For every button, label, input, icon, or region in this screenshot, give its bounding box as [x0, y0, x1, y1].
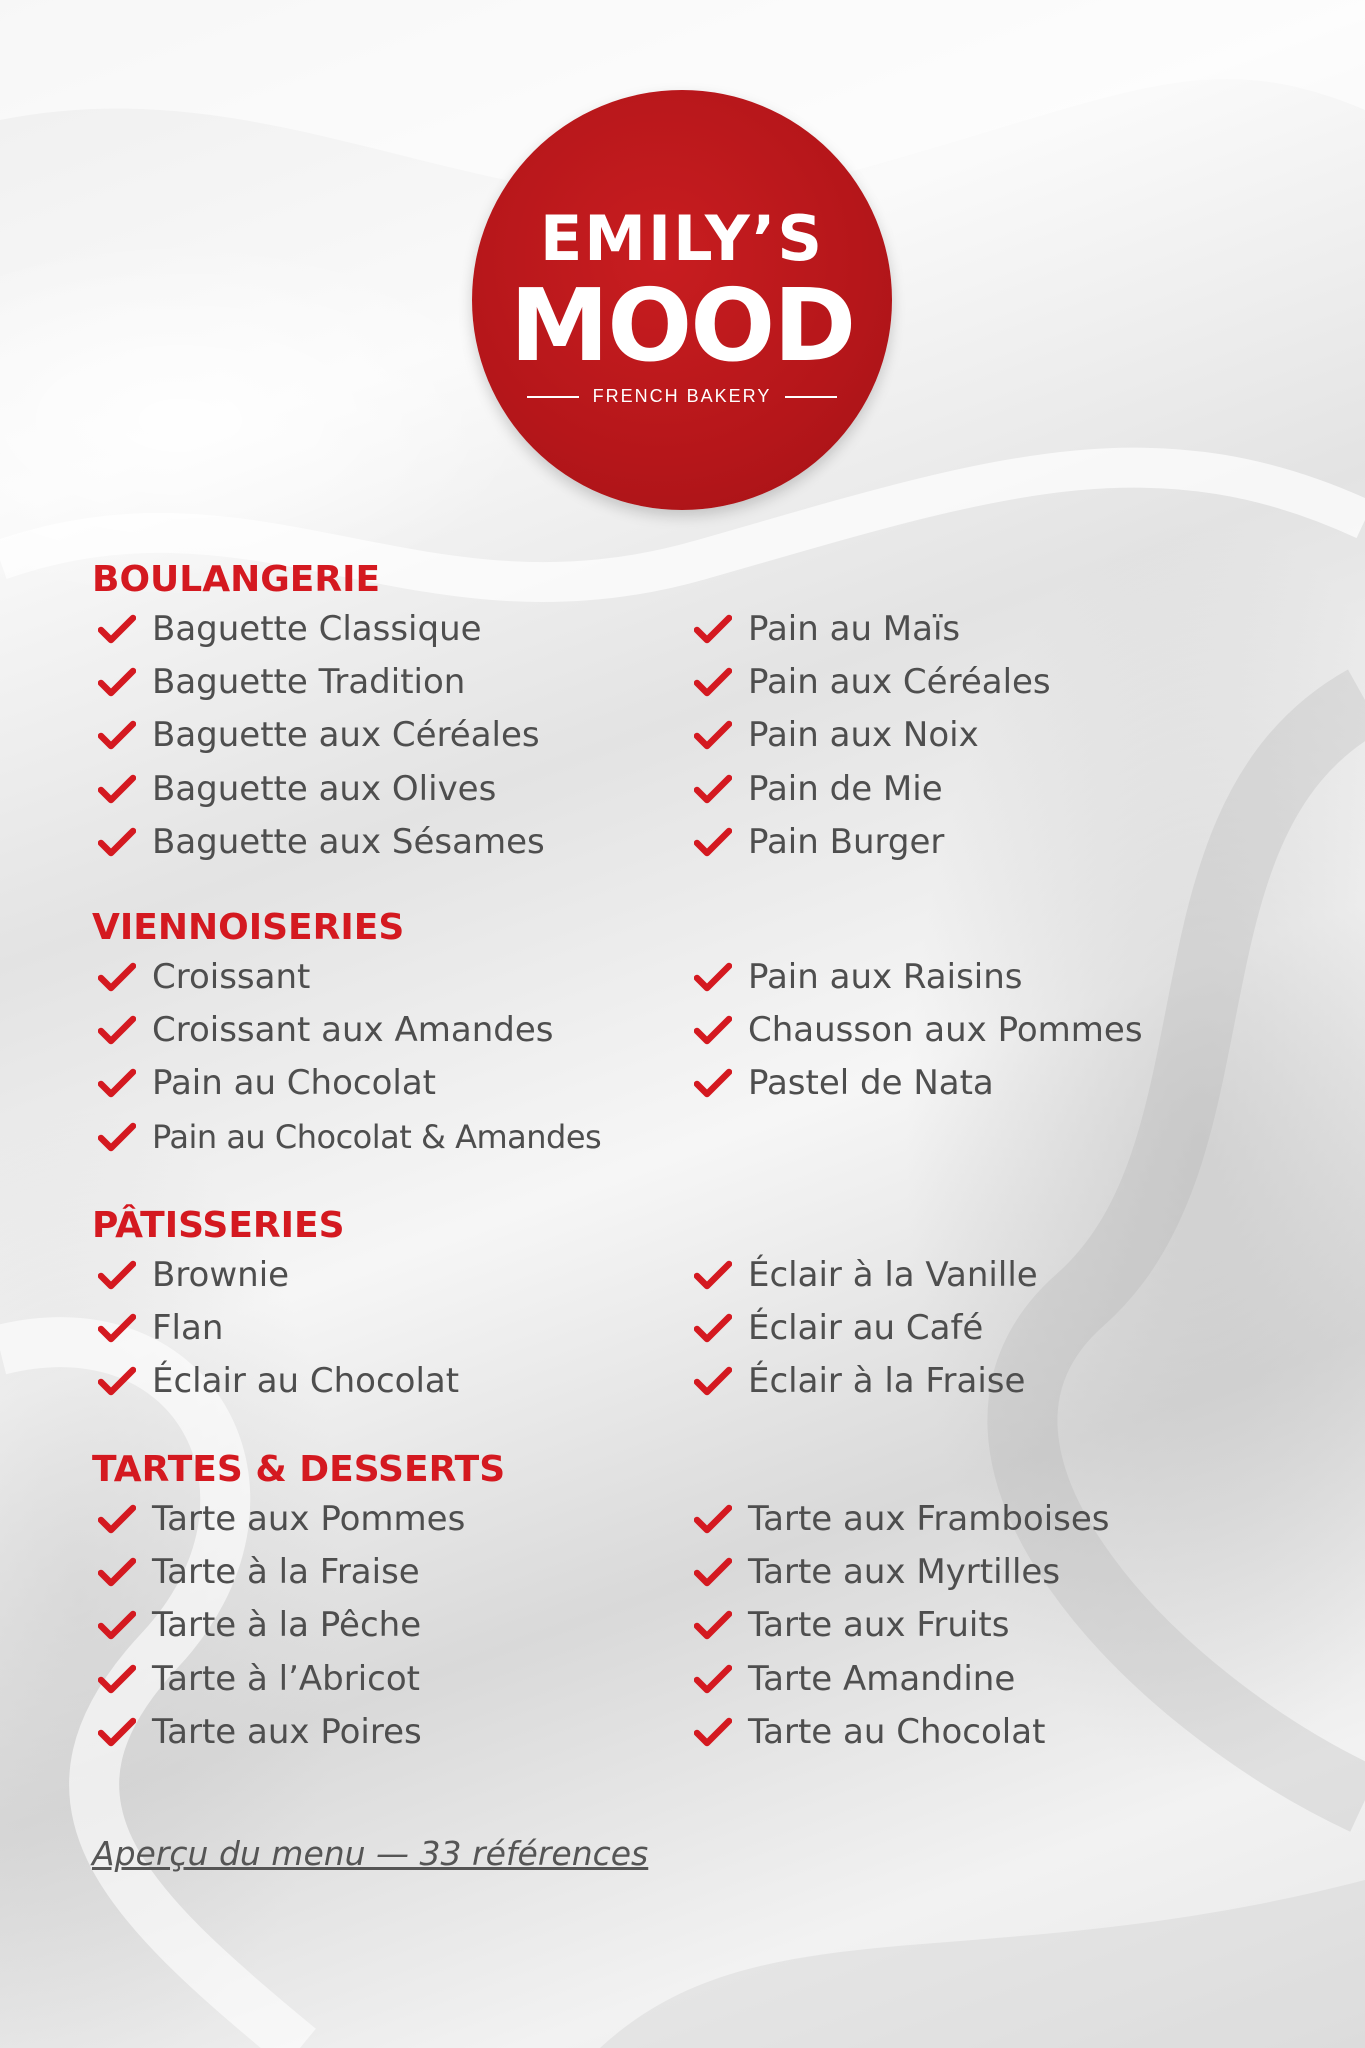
checkmark-icon — [98, 1661, 138, 1697]
menu-item-label: Tarte aux Fruits — [748, 1605, 1010, 1646]
menu-item — [92, 1301, 652, 1354]
menu-item — [92, 1545, 652, 1598]
logo-tagline: FRENCH BAKERY — [592, 386, 772, 406]
menu-item — [688, 1301, 1248, 1354]
menu-item — [92, 815, 652, 868]
menu-item-label: Pain de Mie — [748, 768, 943, 809]
checkmark-icon — [98, 1257, 138, 1293]
checkmark-icon — [98, 1714, 138, 1750]
menu-item — [92, 762, 652, 815]
menu-item — [688, 709, 1248, 762]
menu-item — [688, 1492, 1248, 1545]
menu-item — [92, 709, 652, 762]
menu-item — [92, 1003, 652, 1056]
menu-item — [92, 1492, 652, 1545]
checkmark-icon — [694, 771, 734, 807]
menu-item-label: Flan — [152, 1307, 224, 1348]
menu-item — [688, 1057, 1248, 1110]
checkmark-icon — [694, 824, 734, 860]
section-column-left — [92, 1492, 652, 1758]
checkmark-icon — [98, 611, 138, 647]
menu-item — [688, 1003, 1248, 1056]
menu-item-label: Éclair au Chocolat — [152, 1361, 460, 1402]
section-title: VIENNOISERIES — [92, 907, 405, 948]
checkmark-icon — [98, 1363, 138, 1399]
checkmark-icon — [98, 1554, 138, 1590]
menu-item-label: Croissant — [152, 956, 311, 997]
section-title: BOULANGERIE — [92, 559, 381, 600]
menu-item — [688, 815, 1248, 868]
checkmark-icon — [98, 1065, 138, 1101]
menu-item-label: Pain aux Raisins — [748, 956, 1023, 997]
section-column-right — [688, 1248, 1248, 1408]
menu-item — [688, 950, 1248, 1003]
checkmark-icon — [694, 1363, 734, 1399]
menu-item-label: Baguette aux Olives — [152, 768, 497, 809]
menu-section — [92, 906, 1143, 1156]
menu-item — [92, 602, 652, 655]
menu-item — [688, 602, 1248, 655]
section-column-right — [688, 602, 1248, 868]
menu-item-label: Tarte aux Framboises — [748, 1498, 1110, 1539]
checkmark-icon — [98, 1310, 138, 1346]
menu-item-label: Pain au Chocolat & Amandes — [152, 1117, 602, 1156]
menu-item-label: Pastel de Nata — [748, 1063, 994, 1104]
menu-item — [688, 1705, 1248, 1758]
checkmark-icon — [694, 1257, 734, 1293]
checkmark-icon — [694, 1012, 734, 1048]
checkmark-icon — [98, 717, 138, 753]
checkmark-icon — [98, 1119, 138, 1155]
menu-item-label: Baguette aux Céréales — [152, 715, 540, 756]
logo-rule-right — [785, 396, 837, 398]
menu-item-label: Baguette aux Sésames — [152, 821, 545, 862]
menu-item — [688, 1652, 1248, 1705]
menu-item — [92, 950, 652, 1003]
menu-item-label: Pain aux Noix — [748, 715, 979, 756]
logo-rule-left — [527, 396, 579, 398]
menu-item-label: Tarte à l’Abricot — [152, 1658, 420, 1699]
menu-item-label: Tarte aux Pommes — [152, 1498, 466, 1539]
menu-item — [92, 1110, 652, 1163]
menu-footer: Aperçu du menu — 33 références — [92, 1834, 649, 1873]
menu-item-label: Croissant aux Amandes — [152, 1009, 554, 1050]
menu-item-label: Pain au Chocolat — [152, 1063, 437, 1104]
logo-line-1: EMILY’S — [539, 202, 825, 275]
menu-item-label: Éclair à la Vanille — [748, 1254, 1038, 1295]
checkmark-icon — [98, 771, 138, 807]
checkmark-icon — [694, 1065, 734, 1101]
menu-item-label: Éclair à la Fraise — [748, 1361, 1026, 1402]
checkmark-icon — [98, 1501, 138, 1537]
logo-line-2: MOOD — [509, 267, 855, 384]
checkmark-icon — [694, 611, 734, 647]
section-title: TARTES & DESSERTS — [92, 1449, 506, 1490]
menu-section — [92, 1204, 1038, 1402]
menu-section — [92, 1448, 1110, 1752]
section-column-right — [688, 1492, 1248, 1758]
menu-item — [688, 1545, 1248, 1598]
checkmark-icon — [694, 1607, 734, 1643]
logo-tagline-row — [472, 386, 892, 407]
menu-item — [92, 1705, 652, 1758]
checkmark-icon — [98, 664, 138, 700]
menu-item-label: Pain aux Céréales — [748, 661, 1051, 702]
menu-item — [688, 655, 1248, 708]
section-column-right — [688, 950, 1248, 1110]
menu-item — [92, 1355, 652, 1408]
menu-item-label: Chausson aux Pommes — [748, 1009, 1143, 1050]
menu-item-label: Baguette Tradition — [152, 661, 466, 702]
section-column-left — [92, 950, 652, 1163]
menu-item — [688, 762, 1248, 815]
menu-item-label: Baguette Classique — [152, 608, 482, 649]
checkmark-icon — [98, 1607, 138, 1643]
menu-item-label: Pain Burger — [748, 821, 945, 862]
checkmark-icon — [98, 1012, 138, 1048]
menu-section — [92, 558, 1051, 862]
menu-item — [688, 1248, 1248, 1301]
menu-item-label: Éclair au Café — [748, 1307, 984, 1348]
checkmark-icon — [694, 664, 734, 700]
section-title: PÂTISSERIES — [92, 1205, 345, 1246]
checkmark-icon — [694, 717, 734, 753]
menu-item — [92, 1248, 652, 1301]
checkmark-icon — [694, 1310, 734, 1346]
menu-item — [92, 1652, 652, 1705]
checkmark-icon — [98, 959, 138, 995]
menu-item — [688, 1599, 1248, 1652]
menu-item-label: Tarte à la Pêche — [152, 1605, 422, 1646]
menu-item-label: Pain au Maïs — [748, 608, 961, 649]
menu-item-label: Tarte au Chocolat — [748, 1711, 1046, 1752]
menu-item-label: Tarte Amandine — [748, 1658, 1016, 1699]
menu-item-label: Tarte à la Fraise — [152, 1551, 420, 1592]
menu-item-label: Tarte aux Myrtilles — [748, 1551, 1061, 1592]
checkmark-icon — [694, 1714, 734, 1750]
checkmark-icon — [98, 824, 138, 860]
brand-logo — [472, 90, 892, 510]
menu-item — [92, 1057, 652, 1110]
section-column-left — [92, 602, 652, 868]
section-column-left — [92, 1248, 652, 1408]
menu-item — [688, 1355, 1248, 1408]
menu-item-label: Brownie — [152, 1254, 290, 1295]
checkmark-icon — [694, 959, 734, 995]
menu-item — [92, 1599, 652, 1652]
menu-item — [92, 655, 652, 708]
checkmark-icon — [694, 1501, 734, 1537]
menu-item-label: Tarte aux Poires — [152, 1711, 422, 1752]
checkmark-icon — [694, 1661, 734, 1697]
checkmark-icon — [694, 1554, 734, 1590]
